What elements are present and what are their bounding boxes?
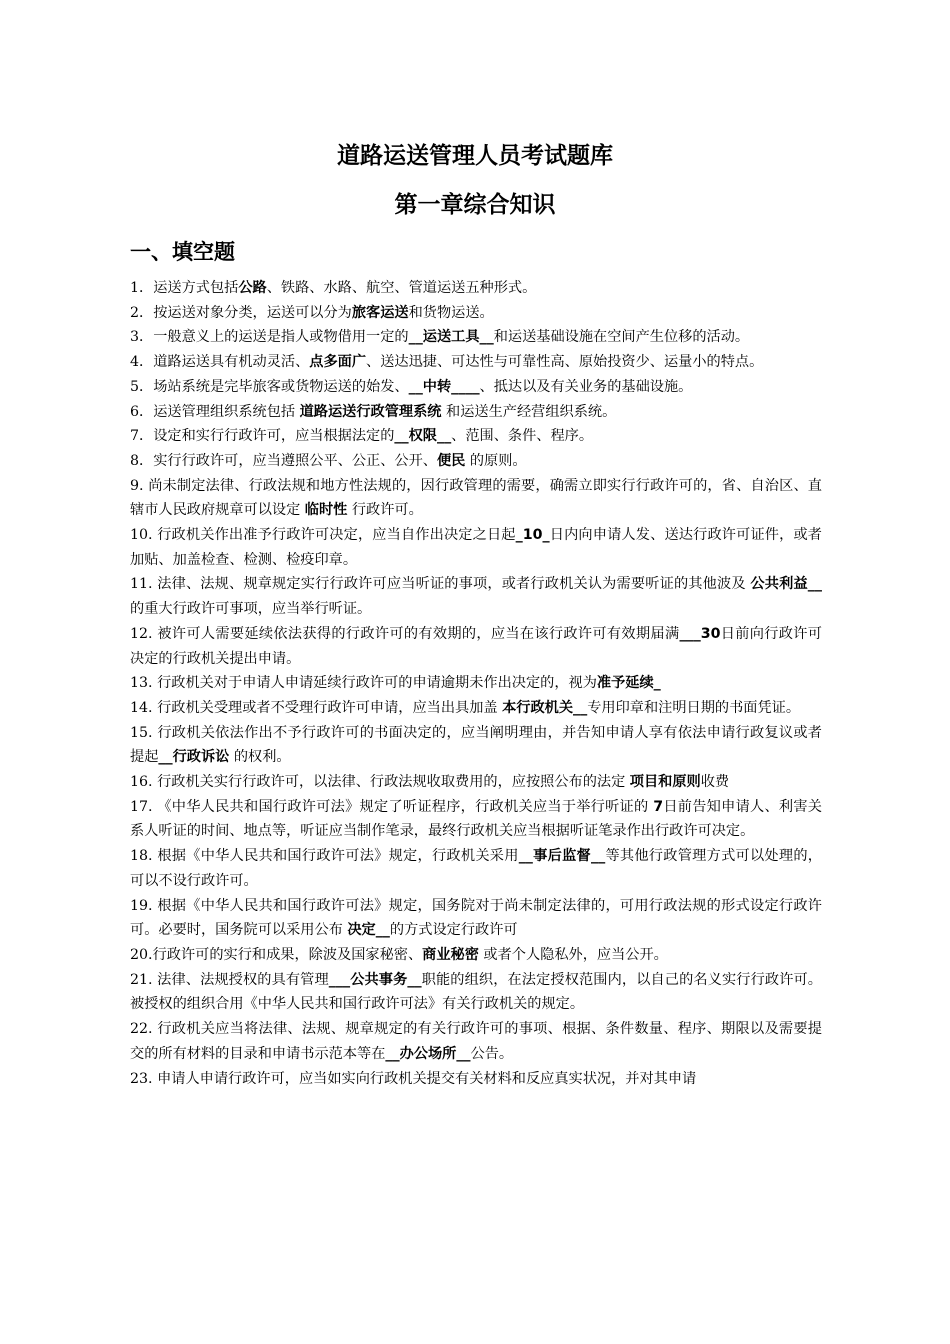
- question-item: [130, 770, 822, 795]
- question-text: 和运送基础设施在空间产生位移的活动。: [493, 329, 750, 346]
- answer-text: __行政诉讼: [158, 749, 230, 766]
- question-item: [130, 1067, 822, 1092]
- question-item: [130, 721, 822, 770]
- question-text: 14. 行政机关受理或者不受理行政许可申请，应当出具加盖: [130, 699, 503, 716]
- answer-text: __办公场所__: [385, 1045, 471, 1062]
- question-item: [130, 795, 822, 844]
- question-text: 职能的组织，在法定授权范围内，以自己的名义实行行政许可。被授权的组织合用《中华人民共和国行政许可法》有关行政机关的规定。: [130, 971, 822, 1013]
- question-item: [130, 474, 822, 523]
- question-text: 4．道路运送具有机动灵活、: [130, 354, 310, 371]
- answer-text: __权限__: [394, 428, 452, 445]
- question-text: 20.行政许可的实行和成果，除波及国家秘密、: [130, 946, 423, 963]
- question-item: [130, 400, 822, 425]
- answer-text: 道路运送行政管理系统: [299, 403, 442, 420]
- answer-text: _10_: [515, 527, 550, 544]
- question-item: [130, 375, 822, 400]
- question-text: 公告。: [470, 1045, 514, 1062]
- question-text: 、抵达以及有关业务的基础设施。: [479, 378, 693, 395]
- question-text: 专用印章和注明日期的书面凭证。: [587, 699, 801, 716]
- answer-text: 决定__: [347, 922, 390, 939]
- question-text: 和货物运送。: [408, 304, 494, 321]
- question-item: [130, 424, 822, 449]
- answer-text: 7: [653, 798, 664, 815]
- question-text: 2．按运送对象分类，运送可以分为: [130, 304, 352, 321]
- question-text: 10. 行政机关作出准予行政许可决定，应当自作出决定之日起: [130, 527, 516, 544]
- question-text: 或者个人隐私外，应当公开。: [478, 946, 668, 963]
- answer-text: 准予延续_: [596, 675, 661, 692]
- document-title: 道路运送管理人员考试题库: [337, 143, 613, 169]
- question-text: 的原则。: [465, 452, 527, 469]
- answer-text: 旅客运送: [351, 304, 409, 321]
- question-item: [130, 894, 822, 943]
- question-item: [130, 325, 822, 350]
- question-text: 18. 根据《中华人民共和国行政许可法》规定，行政机关采用: [130, 848, 519, 865]
- answer-text: 临时性: [304, 502, 348, 519]
- question-text: 23. 申请人申请行政许可，应当如实向行政机关提交有关材料和反应真实状况，并对其申请: [130, 1070, 697, 1087]
- question-text: 7．设定和实行行政许可，应当根据法定的: [130, 428, 395, 445]
- question-text: 8．实行行政许可，应当遵照公平、公正、公开、: [130, 452, 437, 469]
- question-text: 的重大行政许可事项，应当举行听证。: [130, 601, 372, 618]
- question-text: 3．一般意义上的运送是指人或物借用一定的: [130, 329, 409, 346]
- question-item: [130, 844, 822, 893]
- question-text: 行政许可。: [347, 502, 423, 519]
- question-text: 日前告知申请人、利害关系人听证的时间、地点等，听证应当制作笔录，最终行政机关应当根据听证笔录作出行政许可决定。: [130, 798, 822, 840]
- question-text: 1．运送方式包括: [130, 280, 239, 296]
- question-item: [130, 968, 822, 1017]
- question-item: [130, 572, 822, 621]
- question-text: 、送达迅捷、可达性与可靠性高、原始投资少、运量小的特点。: [366, 354, 764, 371]
- answer-text: 公路: [238, 280, 267, 296]
- question-text: 11. 法律、法规、规章规定实行行政许可应当听证的事项，或者行政机关认为需要听证的其他波及: [130, 576, 751, 593]
- question-text: 5．场站系统是完毕旅客或货物运送的始发、: [130, 378, 409, 395]
- answer-text: 商业秘密: [422, 946, 479, 963]
- answer-text: 点多面广: [309, 354, 367, 371]
- answer-text: 项目和原则: [629, 774, 701, 791]
- question-text: 17. 《中华人民共和国行政许可法》规定了听证程序，行政机关应当于举行听证的: [130, 798, 654, 815]
- answer-text: 公共利益__: [750, 576, 822, 593]
- question-item: [130, 276, 822, 301]
- question-text: 22. 行政机关应当将法律、法规、规章规定的有关行政许可的事项、根据、条件数量、程序、期限以及需要提交的所有材料的目录和申请书示范本等在: [130, 1021, 822, 1062]
- question-text: 的权利。: [229, 749, 291, 766]
- chapter-title: 第一章综合知识: [394, 192, 556, 218]
- question-text: 16. 行政机关实行行政许可，以法律、行政法规收取费用的，应按照公布的法定: [130, 774, 630, 791]
- question-item: [130, 350, 822, 375]
- question-item: [130, 622, 822, 671]
- question-text: 19. 根据《中华人民共和国行政许可法》规定，国务院对于尚未制定法律的，可用行政法规的形式设定行政许可。必要时，国务院可以采用公布: [130, 897, 822, 939]
- question-list: [130, 276, 822, 1091]
- question-text: 收费: [700, 774, 730, 791]
- question-text: 的方式设定行政许可: [389, 922, 518, 939]
- question-text: 和运送生产经营组织系统。: [441, 403, 617, 420]
- answer-text: ___公共事务__: [328, 971, 422, 988]
- answer-text: 本行政机关__: [502, 699, 588, 716]
- question-text: 等其他行政管理方式可以处理的，可以不设行政许可。: [130, 848, 822, 889]
- question-item: [130, 1017, 822, 1066]
- question-text: 9. 尚未制定法律、行政法规和地方性法规的，因行政管理的需要，确需立即实行行政许可的，省、自治区、直辖市人民政府规章可以设定: [130, 477, 822, 519]
- question-text: 、范围、条件、程序。: [451, 428, 594, 445]
- question-text: 、铁路、水路、航空、管道运送五种形式。: [266, 280, 537, 296]
- question-text: 日前向行政许可决定的行政机关提出申请。: [130, 625, 822, 667]
- question-item: [130, 523, 822, 572]
- question-text: 15. 行政机关依法作出不予行政许可的书面决定的，应当阐明理由，并告知申请人享有依法申请行政复议或者提起: [130, 724, 822, 766]
- answer-text: 便民: [436, 452, 466, 469]
- question-item: [130, 449, 822, 474]
- question-item: [130, 943, 822, 968]
- question-text: 日内向申请人发、送达行政许可证件，或者加贴、加盖检查、检测、检疫印章。: [130, 527, 822, 568]
- answer-text: __运送工具__: [408, 329, 494, 346]
- question-text: 13. 行政机关对于申请人申请延续行政许可的申请逾期未作出决定的，视为: [130, 675, 597, 692]
- question-item: [130, 301, 822, 326]
- answer-text: ___30: [679, 625, 721, 642]
- section-heading: 一、填空题: [130, 240, 235, 264]
- answer-text: __事后监督__: [518, 848, 606, 865]
- question-text: 6．运送管理组织系统包括: [130, 403, 300, 420]
- answer-text: __中转____: [408, 378, 480, 395]
- question-text: 21. 法律、法规授权的具有管理: [130, 971, 329, 988]
- question-text: 12. 被许可人需要延续依法获得的行政许可的有效期的，应当在该行政许可有效期届满: [130, 625, 680, 642]
- question-item: [130, 671, 822, 696]
- question-item: [130, 696, 822, 721]
